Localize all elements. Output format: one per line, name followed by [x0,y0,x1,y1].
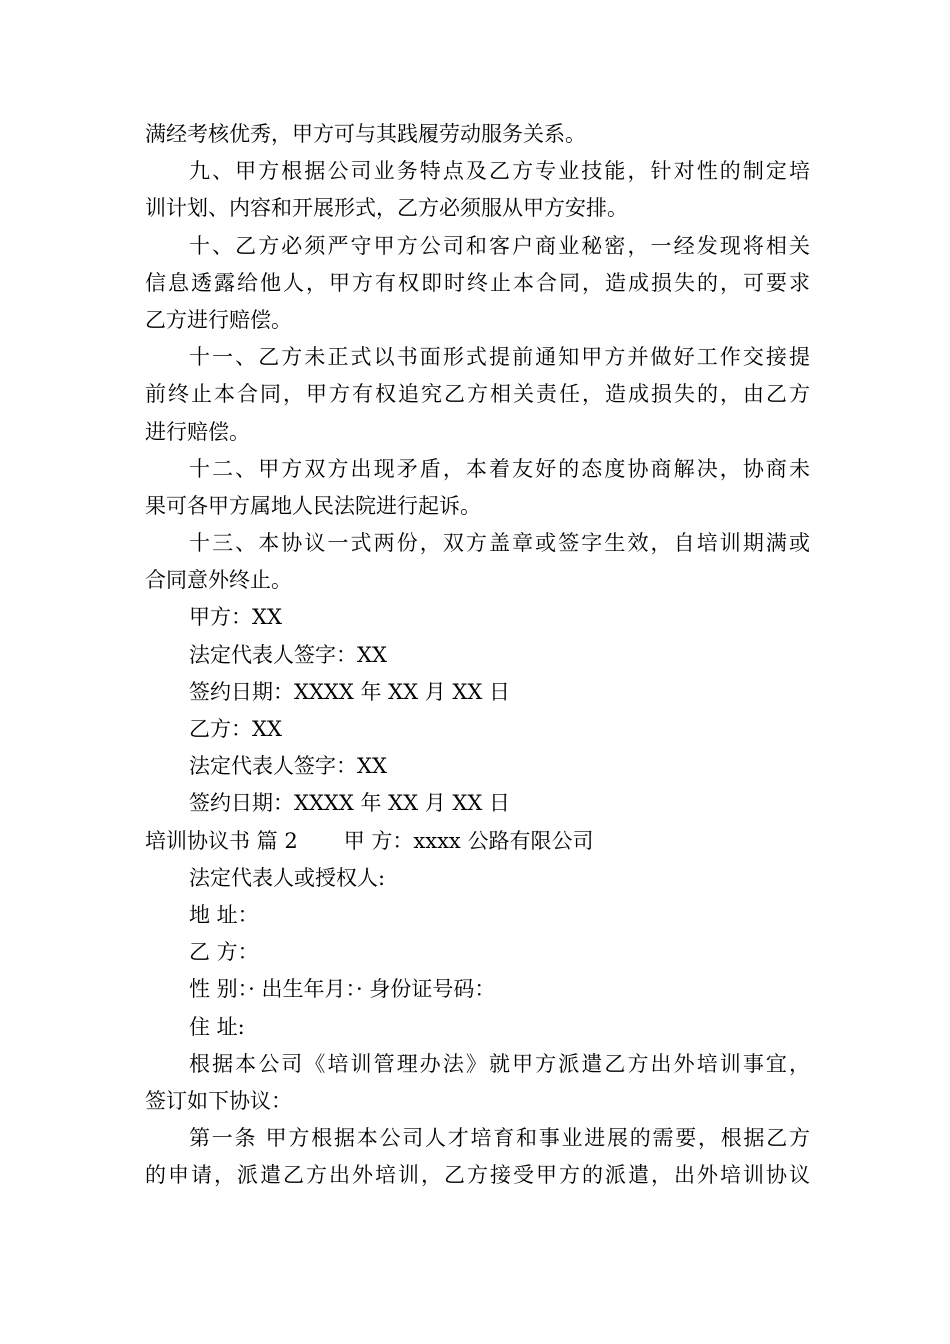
document-body [145,116,810,1194]
text-line: 签约日期：XXXX 年 XX 月 XX 日 [189,679,510,704]
contract-clauses [145,116,810,823]
text-line: 前终止本合同，甲方有权追究乙方相关责任，造成损失的，由乙方 [145,382,810,407]
text-line: 根据本公司《培训管理办法》就甲方派遣乙方出外培训事宜， [189,1051,810,1076]
text-line: 签订如下协议： [145,1088,292,1113]
text-line: 法定代表人或授权人: [189,865,386,890]
text-line: 信息透露给他人，甲方有权即时终止本合同，造成损失的，可要求 [145,270,810,295]
text-line: 满经考核优秀，甲方可与其践履劳动服务关系。 [145,122,586,146]
text-line: 果可各甲方属地人民法院进行起诉。 [145,493,481,518]
text-line: 乙方：XX [189,717,282,741]
text-line: 法定代表人签字：XX [189,754,387,779]
text-line: 乙 方： [189,940,259,965]
text-line: 合同意外终止。 [145,568,292,593]
text-line: 十一、乙方未正式以书面形式提前通知甲方并做好工作交接提 [189,345,810,370]
text-line: 第一条 甲方根据本公司人才培育和事业进展的需要，根据乙方 [189,1126,810,1151]
text-line: 进行赔偿。 [145,419,250,444]
text-line: 甲方：XX [189,605,282,630]
text-line: 十、乙方必须严守甲方公司和客户商业秘密，一经发现将相关 [189,233,810,258]
text-line: 住 址: [189,1014,245,1039]
text-line: 法定代表人签字：XX [189,642,387,667]
text-line: 十三、本协议一式两份，双方盖章或签字生效，自培训期满或 [189,531,810,556]
text-line: 乙方进行赔偿。 [145,307,292,332]
text-line: 签约日期：XXXX 年 XX 月 XX 日 [189,791,510,816]
section-heading-line [145,823,810,860]
text-line: 的申请，派遣乙方出外培训，乙方接受甲方的派遣，出外培训协议 [145,1163,810,1188]
text-line: 九、甲方根据公司业务特点及乙方专业技能，针对性的制定培 [189,159,810,184]
text-line: 性 别：· 出生年月：· 身份证号码： [189,977,496,1002]
text-line: 训计划、内容和开展形式，乙方必须服从甲方安排。 [145,196,628,221]
party-a-line: 甲 方：xxxx 公路有限公司 [343,828,594,853]
section-heading: 培训协议书 篇 2 [145,828,298,853]
text-line: 十二、甲方双方出现矛盾，本着友好的态度协商解决，协商未 [189,456,810,481]
text-line: 地 址： [189,902,259,927]
agreement-body [145,860,810,1195]
